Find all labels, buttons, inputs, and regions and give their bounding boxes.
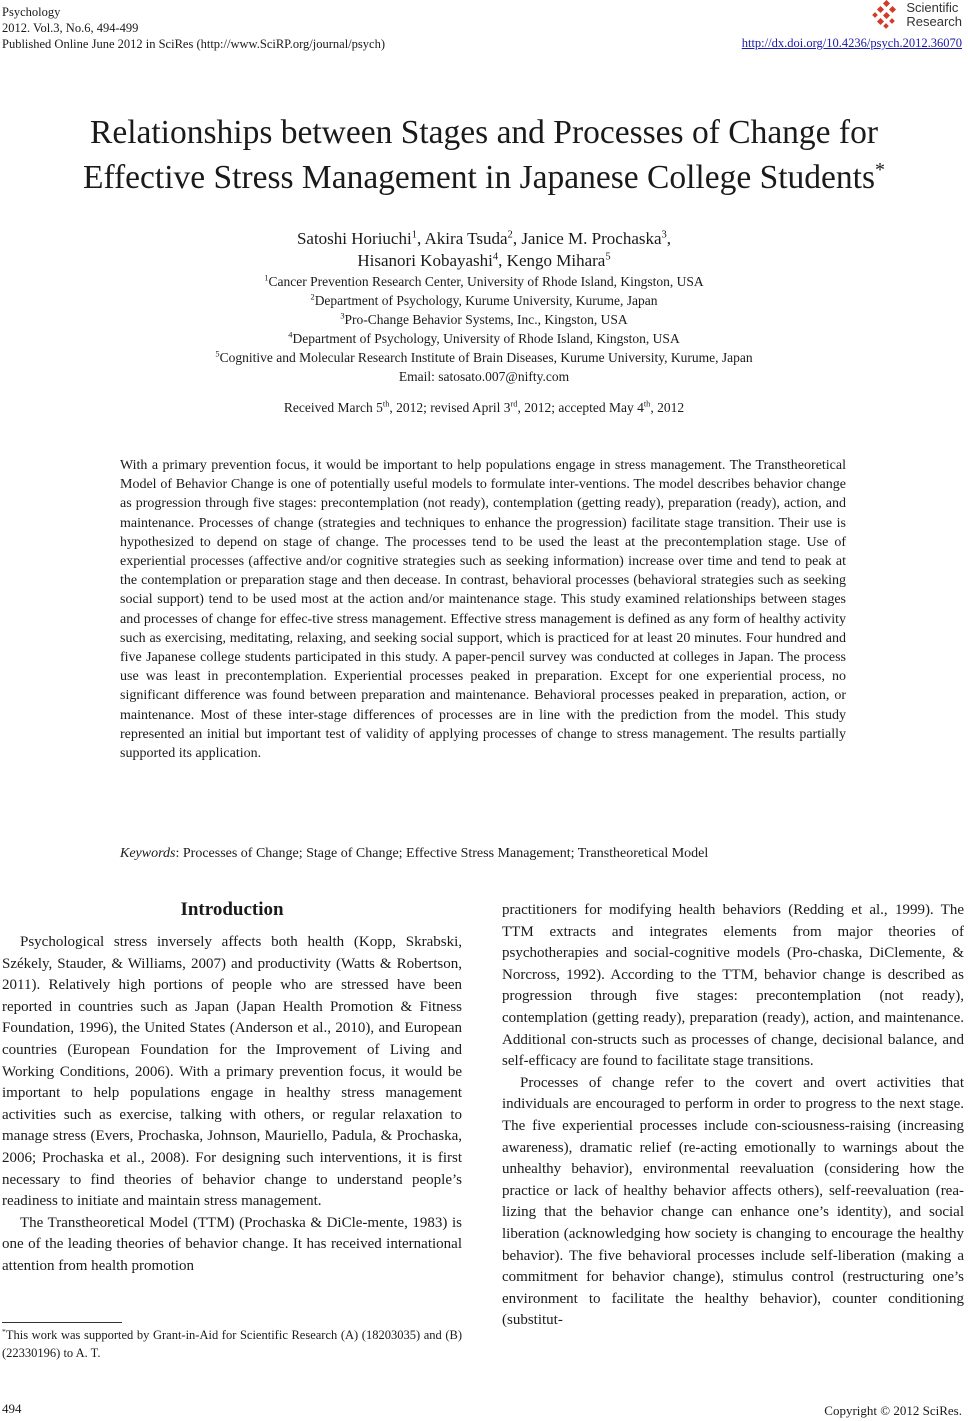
funding-footnote: *This work was supported by Grant-in-Aid for Scientific Research (A) (18203035) and (B) (22330196) to A. T. <box>2 1326 462 1360</box>
affiliation-item: $^1$Cancer Prevention Research Center, University of Rhode Island, Kingston, USA <box>264 273 704 289</box>
affiliation-item: $^5$Cognitive and Molecular Research Institute of Brain Diseases, Kurume University, Kurume, Japan <box>215 349 753 365</box>
title-line-2: Effective Stress Management in Japanese College Students* <box>82 158 885 196</box>
section-heading-introduction: Introduction <box>180 899 284 920</box>
keywords-label: Keywords <box>120 846 176 861</box>
affiliation-item: $^2$Department of Psychology, Kurume University, Kurume, Japan <box>310 292 658 308</box>
paragraph: practitioners for modifying health behaviors (Redding et al., 1999). The TTM extracts and integrates elements from major theories of psychotherapies and social-cognitive models (Pro-chaska, DiClemente, & Norcross, 1992). According to the TTM, behavior change is described as progression through five stages: precontemplation (not ready), contemplation (getting ready), preparation (ready), action, and maintenance. Additional con-structs such as processes of change, decisional balance, and self-efficacy are found to facilitate stage transitions. <box>502 902 964 1070</box>
paragraph: Psychological stress inversely affects both health (Kopp, Skrabski, Székely, Stauder, & Williams, 2007) and productivity (Watts & Robertson, 2011). Relatively high portions of people who are stressed have been reported in countries such as Japan (Japan Health Promotion & Fitness Foundation, 1996), the United States (Anderson et al., 2010), and European countries (European Foundation for the Improvement of Living and Working Conditions, 2006). With a primary prevention focus, it would be important to help populations engage in healthy stress management activities such as exercise, talking with others, or regular relaxation to manage stress (Evers, Prochaska, Johnson, Mauriello, Padula, & Prochaska, 2006; Prochaska et al., 2008). For designing such interventions, it is first necessary to find theories of behavior change to understand people’s readiness to initiate and maintain stress management. <box>2 934 462 1210</box>
footnote-divider <box>2 1322 122 1323</box>
keywords: Keywords: Processes of Change; Stage of Change; Effective Stress Management; Transtheoretical Model <box>120 846 709 861</box>
page-number: 494 <box>2 1401 22 1416</box>
paper-title <box>0 110 968 200</box>
affiliation-item: $^3$Pro-Change Behavior Systems, Inc., Kingston, USA <box>340 311 628 327</box>
author-list: Satoshi Horiuchi$^1$, Akira Tsuda$^2$, Janice M. Prochaska$^3$, Hisanori Kobayashi$^4$, Kengo Mihara$^5$ <box>296 229 672 270</box>
doi-link[interactable]: http://dx.doi.org/10.4236/psych.2012.36070 <box>741 36 962 50</box>
left-column <box>2 898 462 1278</box>
paragraph: The Transtheoretical Model (TTM) (Prochaska & DiCle-mente, 1983) is one of the leading theories of behavior change. It has received international attention from health promotion <box>2 1214 462 1274</box>
publisher-logo <box>872 0 962 30</box>
title-line-1: Relationships between Stages and Processes of Change for <box>89 114 878 151</box>
received-dates: Received March 5th, 2012; revised April 3rd, 2012; accepted May 4th, 2012 <box>283 399 685 415</box>
affiliation-item: $^4$Department of Psychology, University of Rhode Island, Kingston, USA <box>288 330 680 346</box>
logo-wordmark: Scientific Research <box>906 0 962 29</box>
copyright-notice: Copyright © 2012 SciRes. <box>824 1403 962 1418</box>
title-footnote-marker: * <box>875 158 885 181</box>
scientific-research-logo-icon <box>872 0 902 30</box>
affiliation-list <box>0 272 968 386</box>
right-column <box>502 900 964 1332</box>
running-header <box>2 4 385 52</box>
contact-email: Email: satosato.007@nifty.com <box>398 369 570 384</box>
journal-volume: 2012. Vol.3, No.6, 494-499 <box>2 21 139 35</box>
paragraph: Processes of change refer to the covert and overt activities that individuals are encouraged to perform in order to progress to the next stage. The five experiential processes include con-sciousness-raising (increasing awareness), dramatic relief (re-acting emotionally to warnings about the unhealthy behavior), environmental reevaluation (considering how the practice or lack of healthy behavior affects others), self-reevaluation (rea-lizing that the behavior change can enhance one’s identity), and social liberation (acknowledging how society is changing to encourage the healthy behavior). The five behavioral processes include self-liberation (making a commitment for behavior change), stimulus control (restructuring one’s environment to facilitate the healthy behavior), counter conditioning (substitut- <box>502 1074 964 1329</box>
abstract: With a primary prevention focus, it would be important to help populations engage in stress management. The Transtheoretical Model of Behavior Change is one of potentially useful models to formulate inter-ventions. The model describes behavior change as progression through five stages: precontemplation (not ready), contemplation (getting ready), preparation (ready), action, and maintenance. Processes of change (strategies and techniques to enhance the progression) facilitate stage transition. Their use is hypothesized to depend on stage of change. The processes tend to be used the least at the precontemplation stage. Use of experiential processes (affective and/or cognitive strategies such as seeking information) increase over time and tend to peak at the contemplation or preparation stage and then decease. In contrast, behavioral processes (behavioral strategies such as seeking social support) tend to be used most at the action and/or maintenance stage. This study examined relationships between stages and processes of change for effec-tive stress management. Effective stress management is defined as any form of healthy activity such as exercising, meditating, relaxing, and seeking social support, which is practiced for at least 20 minutes. Four hundred and five Japanese college students participated in this study. A paper-pencil survey was conducted at colleges in Japan. The process use was least in precontemplation. Experiential processes peaked in preparation. Except for one experiential process, no significant difference was found between preparation and maintenance. Behavioral processes peaked in preparation, action, or maintenance. Most of these inter-stage differences of processes are in line with the prediction from the model. This study represented an initial but important test of validity of applying processes of change to stress management. The results partially supported its application. <box>120 458 846 762</box>
journal-name: Psychology <box>2 5 61 19</box>
published-line: Published Online June 2012 in SciRes (http://www.SciRP.org/journal/psych) <box>2 37 385 51</box>
